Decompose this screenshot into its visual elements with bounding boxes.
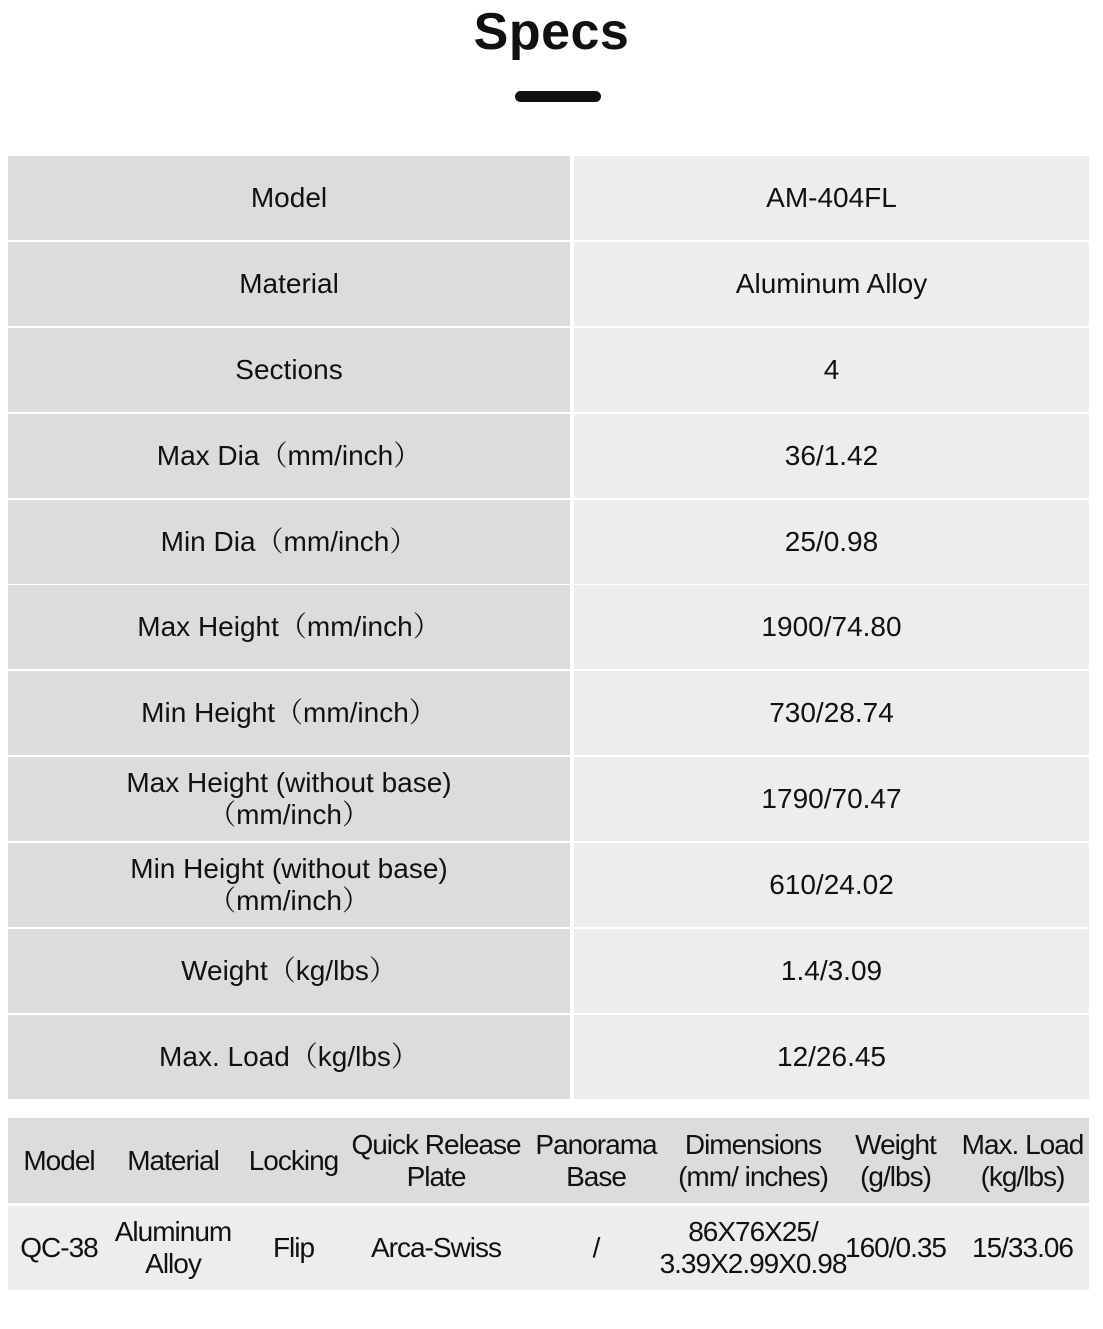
cell-text-line: / xyxy=(592,1232,600,1263)
spec-label-line: Max. Load（kg/lbs） xyxy=(159,1041,419,1072)
spec-value-text: 610/24.02 xyxy=(769,869,894,900)
cell-text-line: 86X76X25/ xyxy=(688,1216,818,1247)
spec-value-text: AM-404FL xyxy=(766,182,897,213)
cell-text-line: 3.39X2.99X0.98 xyxy=(659,1248,847,1279)
spec-row xyxy=(8,757,1089,841)
spec-label-line: （mm/inch） xyxy=(208,885,370,916)
cell-text-line: Aluminum xyxy=(114,1216,232,1247)
cell-dimensions xyxy=(659,1206,847,1290)
page-title: Specs xyxy=(473,3,630,61)
cell-text-line: Alloy xyxy=(145,1248,201,1279)
header-text-line: (g/lbs) xyxy=(860,1160,931,1192)
spec-label xyxy=(8,1015,570,1099)
header-text-line: Weight xyxy=(855,1128,936,1160)
spec-value xyxy=(574,843,1089,927)
cell-model xyxy=(8,1206,110,1290)
header-text-line: (mm/ inches) xyxy=(678,1160,828,1192)
spec-value xyxy=(574,585,1089,669)
spec-label xyxy=(8,156,570,240)
spec-row xyxy=(8,242,1089,326)
header-locking xyxy=(236,1118,351,1203)
cell-max-load xyxy=(956,1206,1089,1290)
header-panorama-base xyxy=(521,1118,671,1203)
header-max-load xyxy=(956,1118,1089,1203)
header-text-line: Locking xyxy=(248,1144,339,1176)
header-text-line: Panorama xyxy=(535,1128,657,1160)
spec-label xyxy=(8,328,570,412)
cell-locking xyxy=(236,1206,351,1290)
spec-value-text: Aluminum Alloy xyxy=(735,268,928,299)
spec-label-line: Min Height（mm/inch） xyxy=(141,697,437,728)
header-text-line: Model xyxy=(23,1144,95,1176)
header-dimensions xyxy=(671,1118,835,1203)
spec-row xyxy=(8,156,1089,240)
spec-row xyxy=(8,671,1089,755)
cell-weight xyxy=(835,1206,956,1290)
spec-label-line: Model xyxy=(250,182,328,213)
spec-value-text: 4 xyxy=(823,354,840,385)
spec-label xyxy=(8,500,570,584)
spec-label-line: （mm/inch） xyxy=(208,799,370,830)
spec-value xyxy=(574,242,1089,326)
spec-label-line: Sections xyxy=(235,354,343,385)
spec-row xyxy=(8,500,1089,584)
spec-value xyxy=(574,156,1089,240)
quick-release-table-header xyxy=(8,1118,1089,1203)
spec-label xyxy=(8,929,570,1013)
spec-value xyxy=(574,414,1089,498)
spec-value xyxy=(574,757,1089,841)
spec-label-line: Material xyxy=(239,268,339,299)
spec-label xyxy=(8,585,570,669)
cell-text-line: Flip xyxy=(272,1232,315,1263)
quick-release-table-row xyxy=(8,1206,1089,1290)
header-text-line: Dimensions xyxy=(684,1128,822,1160)
spec-value xyxy=(574,328,1089,412)
spec-value-text: 1790/70.47 xyxy=(761,783,902,814)
spec-value xyxy=(574,1015,1089,1099)
spec-value-text: 12/26.45 xyxy=(777,1041,886,1072)
header-weight xyxy=(835,1118,956,1203)
header-text-line: Quick Release xyxy=(351,1128,521,1160)
spec-label xyxy=(8,843,570,927)
header-quick-release-plate xyxy=(351,1118,521,1203)
spec-label xyxy=(8,242,570,326)
spec-row xyxy=(8,585,1089,669)
cell-quick-release-plate xyxy=(351,1206,521,1290)
header-text-line: (kg/lbs) xyxy=(980,1160,1065,1192)
cell-text-line: QC-38 xyxy=(20,1232,98,1263)
cell-material xyxy=(110,1206,236,1290)
cell-text-line: Arca-Swiss xyxy=(370,1232,501,1263)
header-model xyxy=(8,1118,110,1203)
spec-value xyxy=(574,500,1089,584)
spec-label-line: Max Height (without base) xyxy=(126,767,452,798)
spec-label-line: Min Height (without base) xyxy=(130,853,448,884)
spec-value-text: 25/0.98 xyxy=(784,526,879,557)
spec-value-text: 1900/74.80 xyxy=(761,611,902,642)
spec-value-text: 36/1.42 xyxy=(784,440,879,471)
spec-label xyxy=(8,414,570,498)
spec-value-text: 1.4/3.09 xyxy=(780,955,883,986)
spec-row xyxy=(8,1015,1089,1099)
spec-row xyxy=(8,414,1089,498)
spec-value xyxy=(574,671,1089,755)
spec-row xyxy=(8,843,1089,927)
title-underline xyxy=(515,91,601,102)
spec-value-text: 730/28.74 xyxy=(769,697,894,728)
spec-value xyxy=(574,929,1089,1013)
header-text-line: Base xyxy=(566,1160,626,1192)
header-text-line: Max. Load xyxy=(961,1128,1084,1160)
spec-row xyxy=(8,328,1089,412)
header-text-line: Material xyxy=(127,1144,219,1176)
header-text-line: Plate xyxy=(406,1160,466,1192)
header-material xyxy=(110,1118,236,1203)
spec-label-line: Max Dia（mm/inch） xyxy=(156,440,422,471)
spec-label-line: Max Height（mm/inch） xyxy=(137,611,441,642)
spec-row xyxy=(8,929,1089,1013)
spec-label-line: Weight（kg/lbs） xyxy=(181,955,397,986)
spec-label xyxy=(8,757,570,841)
cell-panorama-base xyxy=(521,1206,671,1290)
spec-label-line: Min Dia（mm/inch） xyxy=(160,526,418,557)
cell-text-line: 15/33.06 xyxy=(972,1232,1073,1263)
spec-label xyxy=(8,671,570,755)
cell-text-line: 160/0.35 xyxy=(845,1232,946,1263)
